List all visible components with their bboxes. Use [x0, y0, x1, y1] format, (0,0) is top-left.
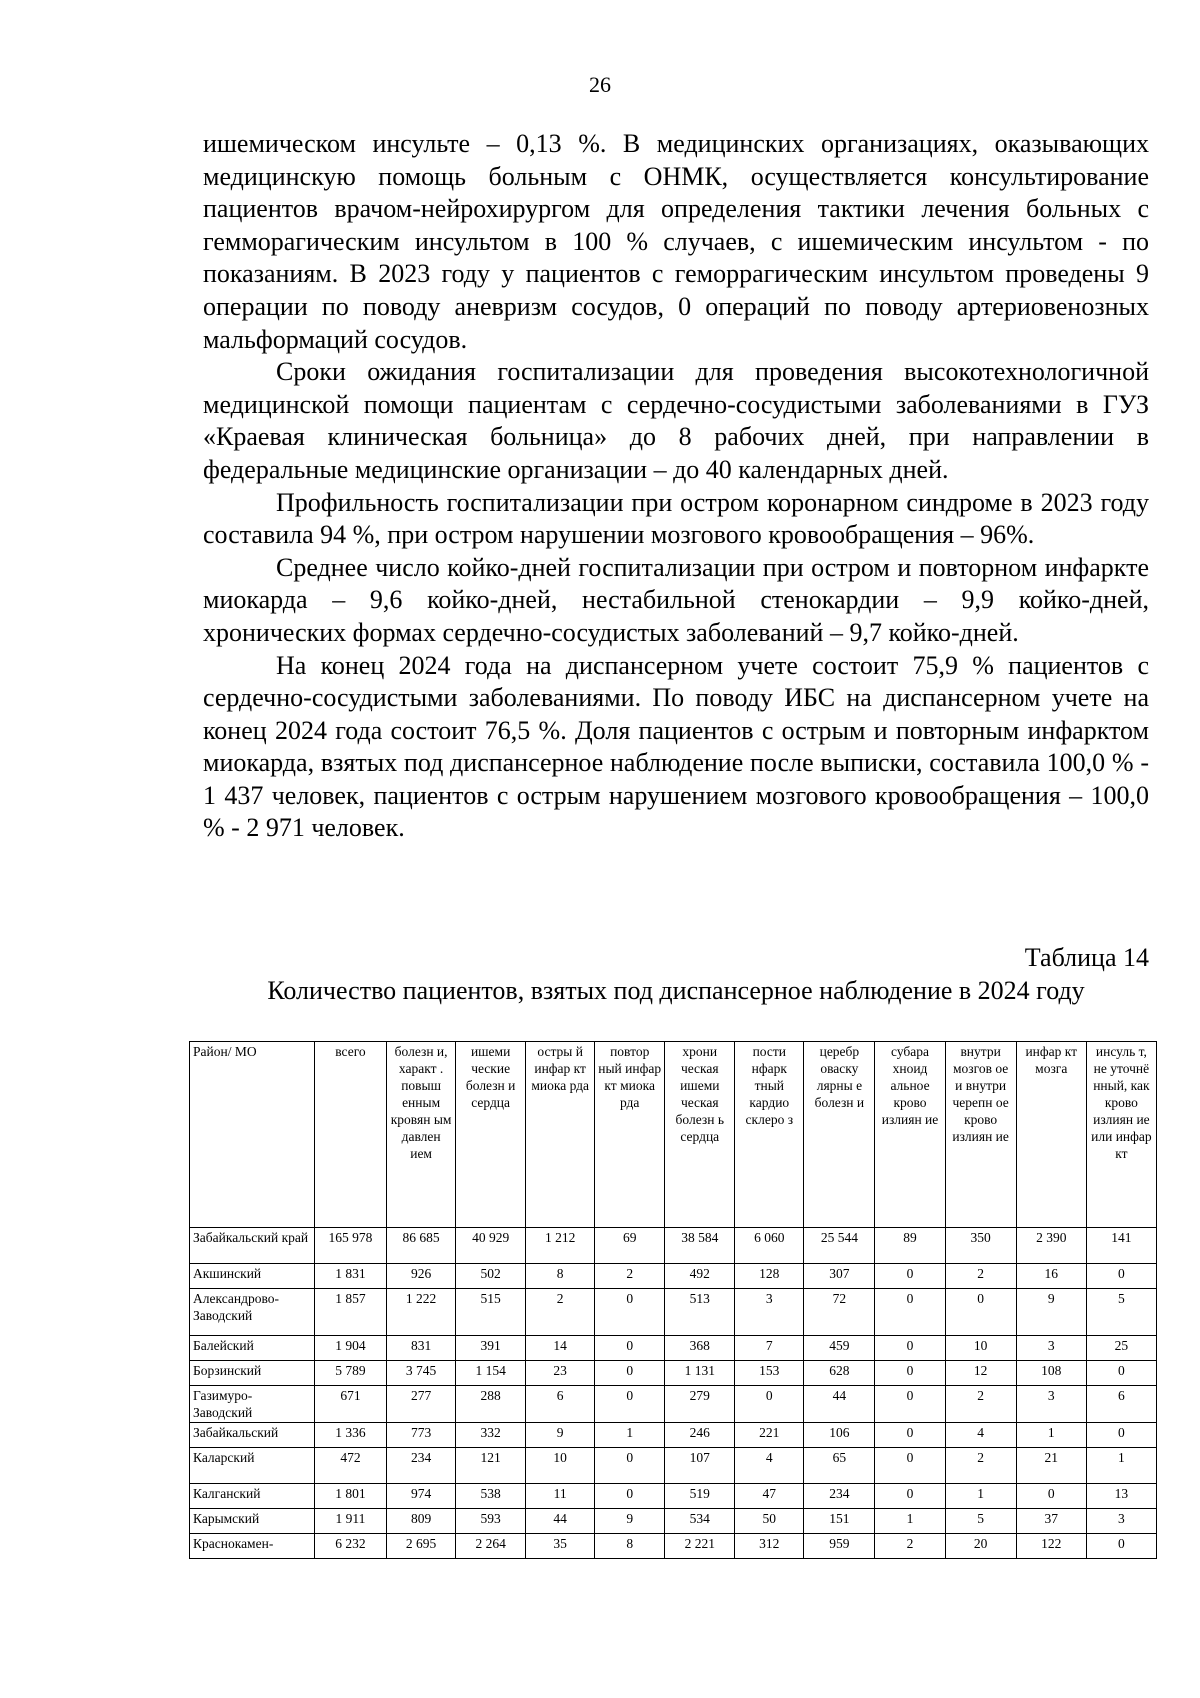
- table-caption: Количество пациентов, взятых под диспансерное наблюдение в 2024 году: [267, 976, 1085, 1005]
- value-cell: 1 154: [456, 1361, 526, 1386]
- region-cell: Газимуро-Заводский: [190, 1386, 315, 1423]
- value-cell: 9: [1016, 1289, 1086, 1336]
- header-cell: хрони ческая ишеми ческая болезн ь сердца: [665, 1042, 735, 1228]
- value-cell: 0: [875, 1336, 945, 1361]
- paragraph: Сроки ожидания госпитализации для проведения высокотехнологичной медицинской помощи пациентам с сердечно-сосудистыми заболеваниями в ГУЗ «Краевая клиническая больница» до 8 рабочих дней, при направлении в федеральные медицинские организации – до 40 календарных дней.: [203, 357, 1149, 484]
- value-cell: 108: [1016, 1361, 1086, 1386]
- value-cell: 69: [595, 1228, 665, 1264]
- value-cell: 0: [875, 1423, 945, 1448]
- value-cell: 128: [735, 1264, 804, 1289]
- table-row: [190, 1509, 1157, 1534]
- table-row: [190, 1484, 1157, 1509]
- value-cell: 0: [875, 1289, 945, 1336]
- value-cell: 5: [1086, 1289, 1156, 1336]
- value-cell: 0: [875, 1386, 945, 1423]
- value-cell: 1: [945, 1484, 1016, 1509]
- header-cell: церебр оваску лярны е болезн и: [804, 1042, 875, 1228]
- value-cell: 1: [1016, 1423, 1086, 1448]
- value-cell: 0: [875, 1484, 945, 1509]
- header-cell: всего: [314, 1042, 386, 1228]
- value-cell: 2 221: [665, 1534, 735, 1559]
- value-cell: 234: [387, 1448, 456, 1484]
- header-cell: Район/ МО: [190, 1042, 315, 1228]
- header-cell: субара хноид альное крово излиян ие: [875, 1042, 945, 1228]
- value-cell: 1 904: [314, 1336, 386, 1361]
- value-cell: 2: [945, 1386, 1016, 1423]
- paragraph: Среднее число койко-дней госпитализации при остром и повторном инфаркте миокарда – 9,6 койко-дней, нестабильной стенокардии – 9,9 койко-дней, хронических формах сердечно-сосудистых заболеваний – 9,7 койко-дней.: [203, 552, 1149, 647]
- value-cell: 35: [526, 1534, 595, 1559]
- value-cell: 6 060: [735, 1228, 804, 1264]
- region-cell: Борзинский: [190, 1361, 315, 1386]
- value-cell: 279: [665, 1386, 735, 1423]
- value-cell: 2 264: [456, 1534, 526, 1559]
- value-cell: 0: [1086, 1423, 1156, 1448]
- region-cell: Балейский: [190, 1336, 315, 1361]
- value-cell: 0: [595, 1361, 665, 1386]
- value-cell: 0: [595, 1386, 665, 1423]
- table-row: [190, 1386, 1157, 1423]
- value-cell: 974: [387, 1484, 456, 1509]
- value-cell: 72: [804, 1289, 875, 1336]
- value-cell: 21: [1016, 1448, 1086, 1484]
- value-cell: 307: [804, 1264, 875, 1289]
- value-cell: 593: [456, 1509, 526, 1534]
- value-cell: 0: [595, 1336, 665, 1361]
- dispensary-table: [189, 1041, 1157, 1559]
- value-cell: 1 801: [314, 1484, 386, 1509]
- value-cell: 3: [735, 1289, 804, 1336]
- value-cell: 12: [945, 1361, 1016, 1386]
- value-cell: 20: [945, 1534, 1016, 1559]
- value-cell: 5 789: [314, 1361, 386, 1386]
- table-row: [190, 1336, 1157, 1361]
- region-cell: Карымский: [190, 1509, 315, 1534]
- value-cell: 246: [665, 1423, 735, 1448]
- value-cell: 5: [945, 1509, 1016, 1534]
- value-cell: 50: [735, 1509, 804, 1534]
- value-cell: 472: [314, 1448, 386, 1484]
- table-body: [190, 1228, 1157, 1559]
- value-cell: 0: [1016, 1484, 1086, 1509]
- value-cell: 0: [595, 1289, 665, 1336]
- value-cell: 44: [526, 1509, 595, 1534]
- table-label: Таблица 14: [1024, 943, 1149, 972]
- value-cell: 89: [875, 1228, 945, 1264]
- region-cell: Акшинский: [190, 1264, 315, 1289]
- value-cell: 3: [1016, 1386, 1086, 1423]
- value-cell: 9: [595, 1509, 665, 1534]
- value-cell: 23: [526, 1361, 595, 1386]
- value-cell: 10: [526, 1448, 595, 1484]
- value-cell: 107: [665, 1448, 735, 1484]
- value-cell: 3 745: [387, 1361, 456, 1386]
- value-cell: 502: [456, 1264, 526, 1289]
- value-cell: 234: [804, 1484, 875, 1509]
- value-cell: 141: [1086, 1228, 1156, 1264]
- value-cell: 6 232: [314, 1534, 386, 1559]
- value-cell: 1 831: [314, 1264, 386, 1289]
- paragraph: Профильность госпитализации при остром коронарном синдроме в 2023 году составила 94 %, при остром нарушении мозгового кровообращения – 96%.: [203, 487, 1149, 550]
- value-cell: 519: [665, 1484, 735, 1509]
- value-cell: 25: [1086, 1336, 1156, 1361]
- value-cell: 106: [804, 1423, 875, 1448]
- value-cell: 86 685: [387, 1228, 456, 1264]
- value-cell: 7: [735, 1336, 804, 1361]
- value-cell: 1 911: [314, 1509, 386, 1534]
- table-row: [190, 1264, 1157, 1289]
- value-cell: 312: [735, 1534, 804, 1559]
- value-cell: 368: [665, 1336, 735, 1361]
- table-row: [190, 1361, 1157, 1386]
- value-cell: 6: [526, 1386, 595, 1423]
- value-cell: 122: [1016, 1534, 1086, 1559]
- value-cell: 3: [1016, 1336, 1086, 1361]
- value-cell: 459: [804, 1336, 875, 1361]
- value-cell: 1: [875, 1509, 945, 1534]
- paragraph: На конец 2024 года на диспансерном учете состоит 75,9 % пациентов с сердечно-сосудистыми заболеваниями. По поводу ИБС на диспансерном учете на конец 2024 года состоит 76,5 %. Доля пациентов с острым и повторным инфарктом миокарда, взятых под диспансерное наблюдение после выписки, составила 100,0 % - 1 437 человек, пациентов с острым нарушением мозгового кровообращения – 100,0 % - 2 971 человек.: [203, 650, 1149, 843]
- value-cell: 9: [526, 1423, 595, 1448]
- value-cell: 0: [875, 1448, 945, 1484]
- table-row: [190, 1448, 1157, 1484]
- paragraph: ишемическом инсульте – 0,13 %. В медицинских организациях, оказывающих медицинскую помощь больным с ОНМК, осуществляется консультирование пациентов врачом-нейрохирургом для определения тактики лечения больных с гемморагическим инсультом в 100 % случаев, с ишемическим инсультом - по показаниям. В 2023 году у пациентов с геморрагическим инсультом проведены 9 операции по поводу аневризм сосудов, 0 операций по поводу артериовенозных мальформаций сосудов.: [203, 129, 1149, 354]
- value-cell: 37: [1016, 1509, 1086, 1534]
- value-cell: 628: [804, 1361, 875, 1386]
- value-cell: 2: [945, 1264, 1016, 1289]
- value-cell: 25 544: [804, 1228, 875, 1264]
- value-cell: 0: [1086, 1361, 1156, 1386]
- table-row: [190, 1289, 1157, 1336]
- value-cell: 0: [875, 1361, 945, 1386]
- value-cell: 492: [665, 1264, 735, 1289]
- value-cell: 8: [595, 1534, 665, 1559]
- header-cell: пости нфарк тный кардио склеро з: [735, 1042, 804, 1228]
- header-cell: инсуль т, не уточнё нный, как крово излиян ие или инфар кт: [1086, 1042, 1156, 1228]
- value-cell: 0: [875, 1264, 945, 1289]
- value-cell: 831: [387, 1336, 456, 1361]
- value-cell: 221: [735, 1423, 804, 1448]
- value-cell: 1 212: [526, 1228, 595, 1264]
- region-cell: Забайкальский край: [190, 1228, 315, 1264]
- value-cell: 16: [1016, 1264, 1086, 1289]
- value-cell: 4: [735, 1448, 804, 1484]
- value-cell: 2: [526, 1289, 595, 1336]
- value-cell: 0: [595, 1448, 665, 1484]
- value-cell: 1: [1086, 1448, 1156, 1484]
- value-cell: 11: [526, 1484, 595, 1509]
- value-cell: 2: [595, 1264, 665, 1289]
- value-cell: 288: [456, 1386, 526, 1423]
- value-cell: 2: [875, 1534, 945, 1559]
- header-cell: внутри мозгов ое и внутри черепн ое крово излиян ие: [945, 1042, 1016, 1228]
- header-cell: повтор ный инфар кт миока рда: [595, 1042, 665, 1228]
- value-cell: 38 584: [665, 1228, 735, 1264]
- value-cell: 809: [387, 1509, 456, 1534]
- value-cell: 65: [804, 1448, 875, 1484]
- value-cell: 1 222: [387, 1289, 456, 1336]
- value-cell: 3: [1086, 1509, 1156, 1534]
- value-cell: 8: [526, 1264, 595, 1289]
- value-cell: 0: [595, 1484, 665, 1509]
- value-cell: 4: [945, 1423, 1016, 1448]
- value-cell: 332: [456, 1423, 526, 1448]
- value-cell: 0: [1086, 1534, 1156, 1559]
- page-number: 26: [589, 72, 611, 97]
- table-header-row: [190, 1042, 1157, 1228]
- value-cell: 47: [735, 1484, 804, 1509]
- region-cell: Александрово-Заводский: [190, 1289, 315, 1336]
- value-cell: 1: [595, 1423, 665, 1448]
- value-cell: 671: [314, 1386, 386, 1423]
- value-cell: 14: [526, 1336, 595, 1361]
- value-cell: 0: [1086, 1264, 1156, 1289]
- value-cell: 153: [735, 1361, 804, 1386]
- value-cell: 538: [456, 1484, 526, 1509]
- value-cell: 10: [945, 1336, 1016, 1361]
- value-cell: 2 695: [387, 1534, 456, 1559]
- table-row: [190, 1534, 1157, 1559]
- region-cell: Каларский: [190, 1448, 315, 1484]
- value-cell: 1 857: [314, 1289, 386, 1336]
- value-cell: 44: [804, 1386, 875, 1423]
- value-cell: 1 336: [314, 1423, 386, 1448]
- body-text: [203, 128, 1149, 845]
- value-cell: 2: [945, 1448, 1016, 1484]
- region-cell: Краснокамен-: [190, 1534, 315, 1559]
- header-cell: ишеми ческие болезн и сердца: [456, 1042, 526, 1228]
- table-row: [190, 1423, 1157, 1448]
- value-cell: 534: [665, 1509, 735, 1534]
- value-cell: 121: [456, 1448, 526, 1484]
- value-cell: 165 978: [314, 1228, 386, 1264]
- value-cell: 1 131: [665, 1361, 735, 1386]
- value-cell: 350: [945, 1228, 1016, 1264]
- table-row: [190, 1228, 1157, 1264]
- value-cell: 40 929: [456, 1228, 526, 1264]
- header-cell: инфар кт мозга: [1016, 1042, 1086, 1228]
- header-cell: болезн и, характ . повыш енным кровян ым давлен ием: [387, 1042, 456, 1228]
- header-cell: остры й инфар кт миока рда: [526, 1042, 595, 1228]
- value-cell: 151: [804, 1509, 875, 1534]
- value-cell: 0: [735, 1386, 804, 1423]
- value-cell: 277: [387, 1386, 456, 1423]
- value-cell: 926: [387, 1264, 456, 1289]
- value-cell: 13: [1086, 1484, 1156, 1509]
- value-cell: 773: [387, 1423, 456, 1448]
- value-cell: 513: [665, 1289, 735, 1336]
- value-cell: 6: [1086, 1386, 1156, 1423]
- region-cell: Калганский: [190, 1484, 315, 1509]
- value-cell: 0: [945, 1289, 1016, 1336]
- region-cell: Забайкальский: [190, 1423, 315, 1448]
- value-cell: 2 390: [1016, 1228, 1086, 1264]
- value-cell: 391: [456, 1336, 526, 1361]
- value-cell: 515: [456, 1289, 526, 1336]
- value-cell: 959: [804, 1534, 875, 1559]
